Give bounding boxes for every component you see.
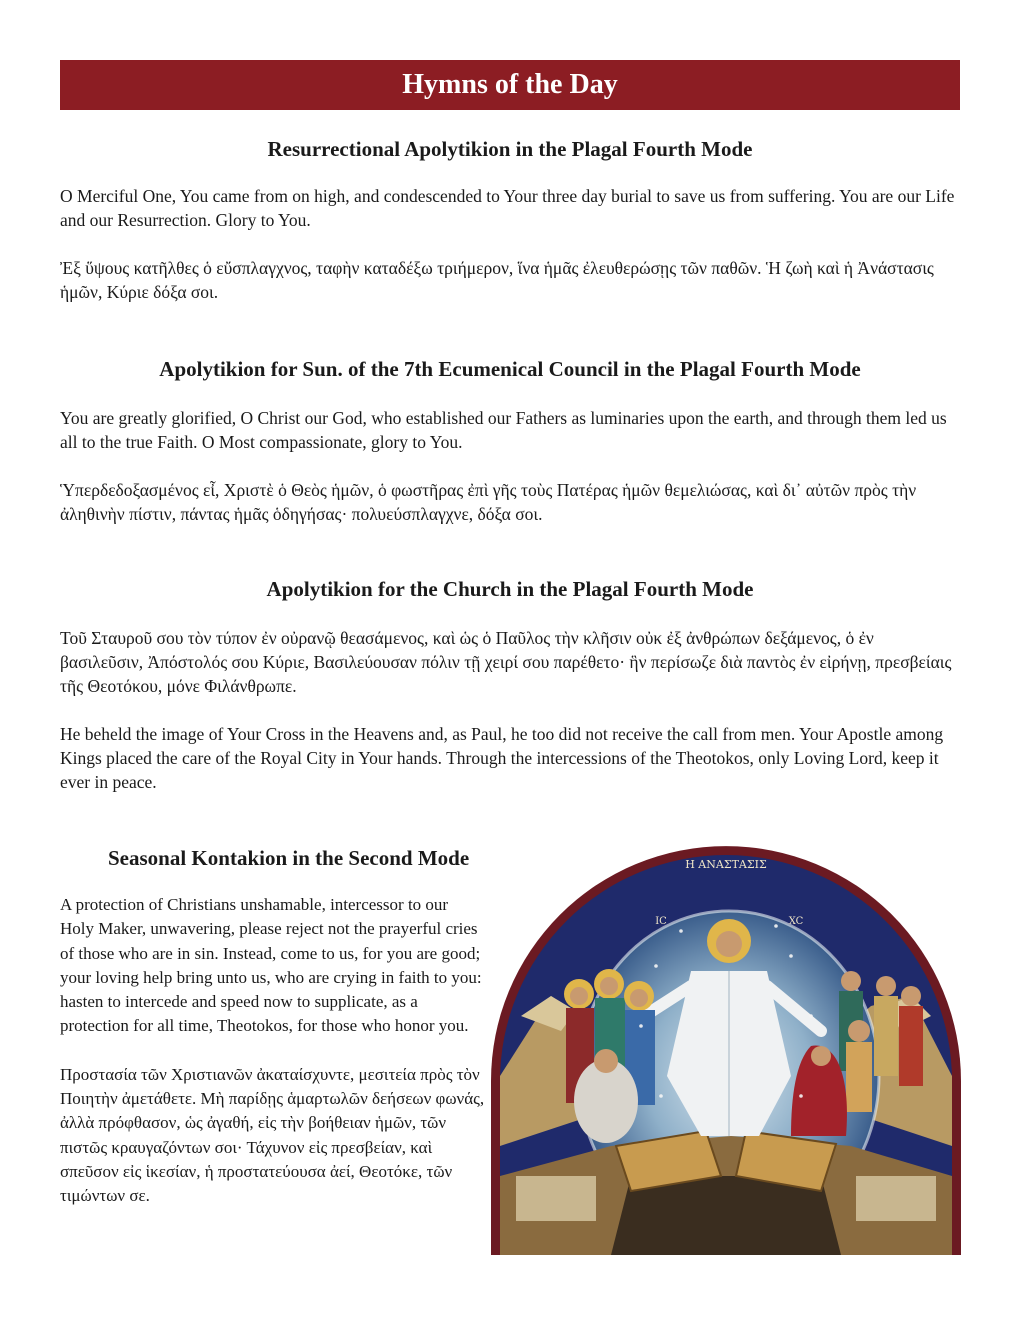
- greek-text: Ὑπερδεδοξασμένος εἶ, Χριστὲ ὁ Θεὸς ἡμῶν, ὁ φωστῆρας ἐπὶ γῆς τοὺς Πατέρας ἡμῶν θεμελιώσας, καὶ δι᾽ αὐτῶν πρὸς τὴν ἀληθινὴν πίστιν, πάντας ἡμᾶς ὁδηγήσας· πολυεύσπλαγχνε, δόξα σοι.: [60, 480, 917, 524]
- section-council-apolytikion: [60, 356, 960, 526]
- icon-inscription: Η ΑΝΑΣΤΑΣΙΣ: [685, 858, 767, 871]
- resurrection-icon-image: [491, 846, 961, 1255]
- section-heading: Apolytikion for Sun. of the 7th Ecumenical Council in the Plagal Fourth Mode: [159, 357, 861, 381]
- icon-monogram-left: IC: [655, 916, 667, 927]
- english-text: O Merciful One, You came from on high, and condescended to Your three day burial to save us from suffering. You are our Life and our Resurrection. Glory to You.: [60, 186, 955, 230]
- section-church-apolytikion: [60, 576, 960, 794]
- english-text: You are greatly glorified, O Christ our God, who established our Fathers as luminaries upon the earth, and through them led us all to the true Faith. O Most compassionate, glory to You.: [60, 408, 947, 452]
- icon-monogram-right: XC: [788, 916, 804, 927]
- section-seasonal-kontakion: [60, 845, 485, 1209]
- section-heading: Apolytikion for the Church in the Plagal Fourth Mode: [266, 577, 754, 601]
- section-resurrectional-apolytikion: [60, 136, 960, 304]
- page-banner: [60, 60, 960, 110]
- greek-text: Ἐξ ὕψους κατῆλθες ὁ εὔσπλαγχνος, ταφὴν καταδέξω τριήμερον, ἵνα ἡμᾶς ἐλευθερώσῃς τῶν παθῶν. Ἡ ζωὴ καὶ ἡ Ἀνάστασις ἡμῶν, Κύριε δόξα σοι.: [60, 258, 934, 302]
- page-title: Hymns of the Day: [402, 69, 618, 100]
- greek-text: Προστασία τῶν Χριστιανῶν ἀκαταίσχυντε, μεσιτεία πρὸς τὸν Ποιητὴν ἀμετάθετε. Μὴ παρίδῃς ἁμαρτωλῶν δεήσεων φωνάς, ἀλλὰ πρόφθασον, ὡς ἀγαθή, εἰς τὴν βοήθειαν ἡμῶν, τῶν πιστῶς κραυγαζόντων σοι· Τάχυνον εἰς πρεσβείαν, καὶ σπεῦσον εἰς ἱκεσίαν, ἡ προστατεύουσα ἀεί, Θεοτόκε, τῶν τιμώντων σε.: [60, 1064, 485, 1206]
- english-text: He beheld the image of Your Cross in the Heavens and, as Paul, he too did not receive the call from men. Your Apostle among Kings placed the care of the Royal City in Your hands. Through the intercessions of the Theotokos, only Loving Lord, keep it ever in peace.: [60, 724, 944, 792]
- resurrection-icon: [491, 846, 961, 1255]
- greek-text: Τοῦ Σταυροῦ σου τὸν τύπον ἐν οὐρανῷ θεασάμενος, καὶ ὡς ὁ Παῦλος τὴν κλῆσιν οὐκ ἐξ ἀνθρώπων δεξάμενος, ὁ ἐν βασιλεῦσιν, Ἀπόστολός σου Κύριε, Βασιλεύουσαν πόλιν τῇ χειρί σου παρέθετο· ἣν περίσωζε διὰ παντὸς ἐν εἰρήνῃ, πρεσβείαις τῆς Θεοτόκου, μόνε Φιλάνθρωπε.: [60, 628, 952, 696]
- section-heading: Resurrectional Apolytikion in the Plagal Fourth Mode: [267, 137, 753, 161]
- section-heading: Seasonal Kontakion in the Second Mode: [108, 846, 470, 870]
- english-text: A protection of Christians unshamable, intercessor to our Holy Maker, unwavering, please reject not the prayerful cries of those who are in sin. Instead, come to us, for you are good; your loving help bring unto us, who are crying in faith to you: hasten to intercede and speed now to supplicate, as a protection for all time, Theotokos, for those who honor you.: [60, 895, 482, 1036]
